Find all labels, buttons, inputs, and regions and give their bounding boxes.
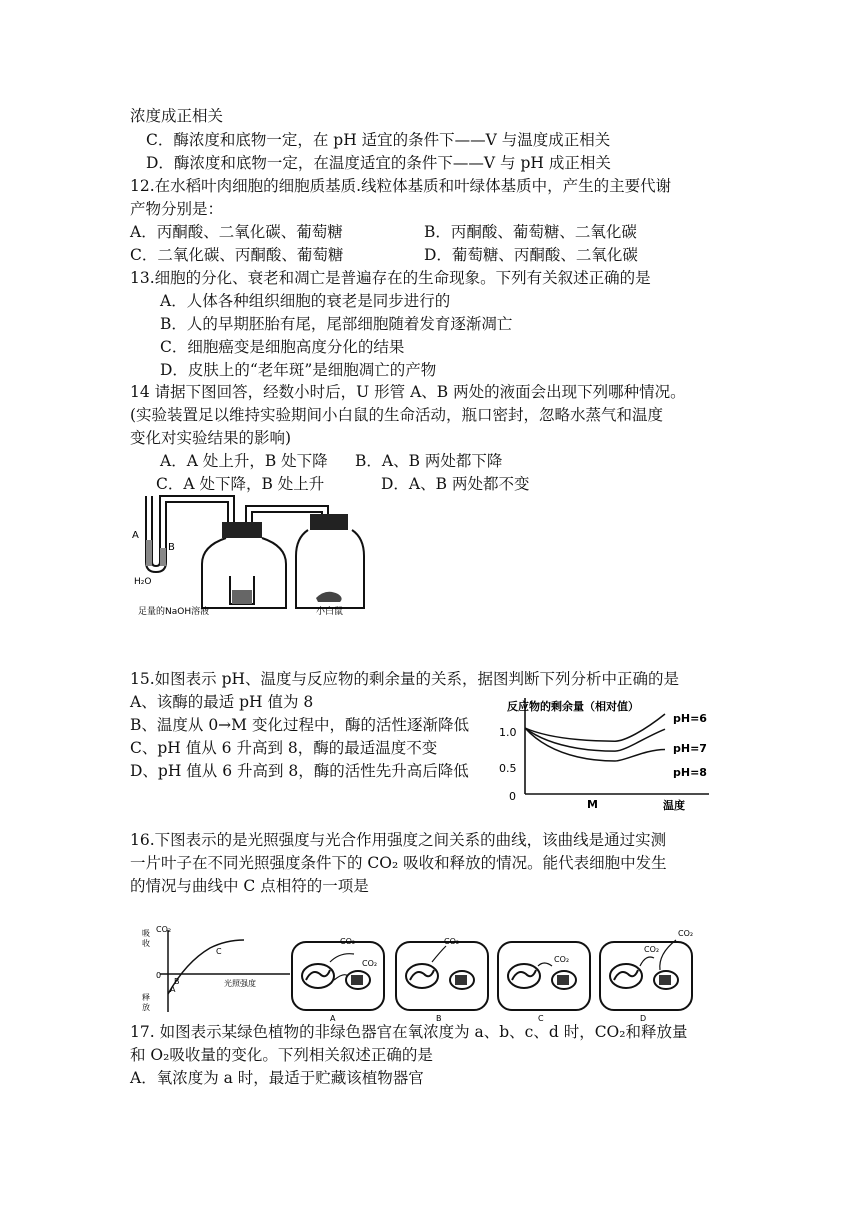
light-curve-figure [140,922,720,1022]
option-d-q12: D．葡萄糖、丙酮酸、二氧化碳 [424,246,638,264]
question-16-cont2: 的情况与曲线中 C 点相符的一项是 [130,877,369,895]
option-a-q14: A．A 处上升，B 处下降 [160,452,328,470]
y-top-label: 吸 [142,929,150,938]
svg-text:CO₂: CO₂ [644,945,660,954]
question-17-cont: 和 O₂吸收量的变化。下列相关叙述正确的是 [130,1046,433,1064]
point-a: A [170,985,176,994]
option-d-q11: D．酶浓度和底物一定，在温度适宜的条件下——V 与 pH 成正相关 [146,154,611,172]
option-label-b: B [436,1014,442,1022]
label-a: A [132,530,139,541]
caption-naoh: 足量的NaOH溶液 [138,607,210,617]
chart-title: 反应物的剩余量（相对值） [507,700,639,713]
xtick-m: M [587,798,598,811]
y-top-label-2: 收 [142,939,150,948]
ytick-1: 1.0 [499,726,517,739]
x-axis-label: 光照强度 [224,979,256,988]
question-14-cont1: (实验装置足以维持实验期间小白鼠的生命活动，瓶口密封，忽略水蒸气和温度 [130,406,664,424]
y-bottom-label: 释 [142,993,150,1002]
cell-option-d [600,929,693,1010]
option-d-q14: D．A、B 两处都不变 [381,475,530,493]
option-b-q15: B、温度从 0→M 变化过程中，酶的活性逐渐降低 [130,716,469,734]
caption-mouse: 小白鼠 [316,607,344,617]
cell-option-a [292,937,384,1010]
legend-ph6: pH=6 [673,712,707,725]
question-15: 15.如图表示 pH、温度与反应物的剩余量的关系，据图判断下列分析中正确的是 [130,670,680,688]
option-b-q13: B．人的早期胚胎有尾，尾部细胞随着发育逐渐凋亡 [160,315,513,333]
option-label-d: D [640,1014,647,1022]
option-c-q11: C．酶浓度和底物一定，在 pH 适宜的条件下——V 与温度成正相关 [146,131,611,149]
label-h2o: H₂O [134,577,152,587]
legend-ph8: pH=8 [673,766,707,779]
ph-temperature-chart [495,692,720,812]
question-17: 17. 如图表示某绿色植物的非绿色器官在氧浓度为 a、b、c、d 时，CO₂和释放量 [130,1023,688,1041]
option-b-q12: B．丙酮酸、葡萄糖、二氧化碳 [424,223,637,241]
apparatus-figure [130,490,370,620]
option-a-q17: A．氧浓度为 a 时，最适于贮藏该植物器官 [130,1069,424,1087]
svg-text:CO₂: CO₂ [362,959,378,968]
legend-ph7: pH=7 [673,742,707,755]
series-ph7-line [525,728,665,751]
option-d-q13: D．皮肤上的“老年斑”是细胞凋亡的产物 [160,361,437,379]
line-l01: 浓度成正相关 [130,107,224,125]
question-14: 14 请据下图回答，经数小时后，U 形管 A、B 两处的液面会出现下列哪种情况。 [130,383,686,401]
svg-text:CO₂: CO₂ [678,929,694,938]
option-c-q13: C．细胞癌变是细胞高度分化的结果 [160,338,405,356]
ytick-05: 0.5 [499,762,517,775]
series-ph8-line [525,728,665,761]
svg-text:CO₂: CO₂ [444,937,460,946]
ytick-0: 0 [509,790,516,803]
question-12: 12.在水稻叶肉细胞的细胞质基质.线粒体基质和叶绿体基质中，产生的主要代谢 [130,177,672,195]
option-d-q15: D、pH 值从 6 升高到 8，酶的活性先升高后降低 [130,762,469,780]
option-a-q12: A．丙酮酸、二氧化碳、葡萄糖 [130,223,343,241]
label-b: B [168,542,175,553]
cell-option-b [396,937,488,1010]
option-a-q15: A、该酶的最适 pH 值为 8 [130,693,314,711]
option-c-q12: C．二氧化碳、丙酮酸、葡萄糖 [130,246,344,264]
question-14-cont2: 变化对实验结果的影响) [130,429,292,447]
question-13: 13.细胞的分化、衰老和凋亡是普遍存在的生命现象。下列有关叙述正确的是 [130,269,651,287]
svg-text:CO₂: CO₂ [340,937,356,946]
question-16: 16.下图表示的是光照强度与光合作用强度之间关系的曲线，该曲线是通过实测 [130,831,667,849]
y-bottom-label-2: 放 [142,1003,150,1012]
svg-text:CO₂: CO₂ [554,955,570,964]
x-label: 温度 [663,799,685,812]
point-b: B [174,977,180,986]
series-ph6-line [525,714,665,741]
point-c: C [216,947,222,956]
origin-label: 0 [156,971,162,980]
question-16-cont1: 一片叶子在不同光照强度条件下的 CO₂ 吸收和释放的情况。能代表细胞中发生 [130,854,667,872]
option-label-c: C [538,1014,544,1022]
option-a-q13: A．人体各种组织细胞的衰老是同步进行的 [160,292,451,310]
option-b-q14: B．A、B 两处都下降 [355,452,503,470]
option-c-q15: C、pH 值从 6 升高到 8，酶的最适温度不变 [130,739,438,757]
y-co2-label: CO₂ [156,925,172,934]
question-12-cont: 产物分别是： [130,200,224,218]
option-label-a: A [330,1014,336,1022]
cell-option-c [498,942,590,1010]
option-c-q14: C．A 处下降，B 处上升 [156,475,325,493]
